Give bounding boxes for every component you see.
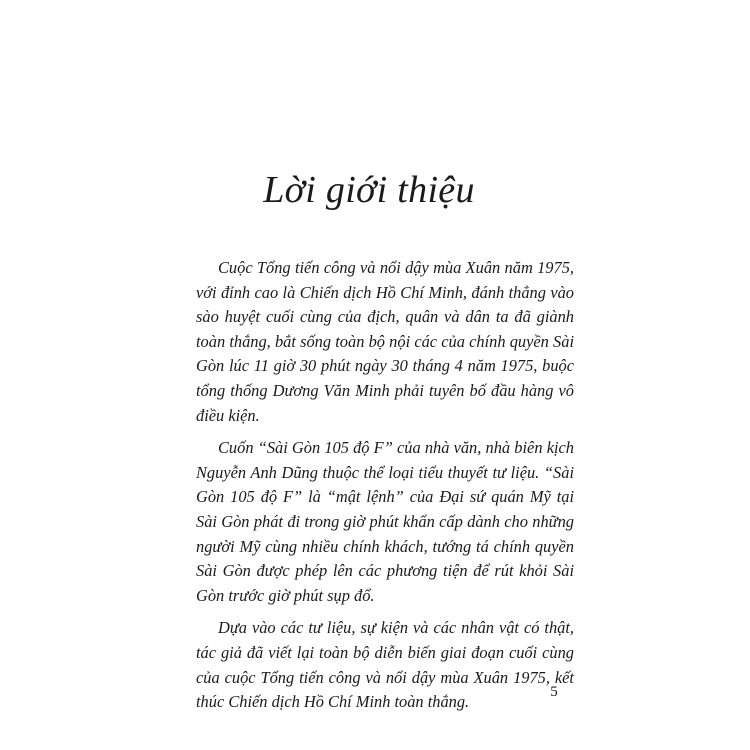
paragraph-1: Cuộc Tổng tiến công và nổi dậy mùa Xuân năm 1975, với đỉnh cao là Chiến dịch Hồ Chí Minh, đánh thẳng vào sào huyệt cuối cùng của địch, quân và dân ta đã giành toàn thắng, bắt sống toàn bộ nội các của chính quyền Sài Gòn lúc 11 giờ 30 phút ngày 30 tháng 4 năm 1975, buộc tổng thống Dương Văn Minh phải tuyên bố đầu hàng vô điều kiện. [196,258,574,425]
page-number: 5 [550,684,558,700]
body-text [196,256,574,723]
paragraph-3: Dựa vào các tư liệu, sự kiện và các nhân vật có thật, tác giả đã viết lại toàn bộ diễn biến giai đoạn cuối cùng của cuộc Tổng tiến công và nổi dậy mùa Xuân 1975, kết thúc Chiến dịch Hồ Chí Minh toàn thắng. [196,618,574,712]
paragraph-2: Cuốn “Sài Gòn 105 độ F” của nhà văn, nhà biên kịch Nguyễn Anh Dũng thuộc thể loại tiểu thuyết tư liệu. “Sài Gòn 105 độ F” là “mật lệnh” của Đại sứ quán Mỹ tại Sài Gòn phát đi trong giờ phút khẩn cấp dành cho những người Mỹ cùng nhiều chính khách, tướng tá chính quyền Sài Gòn được phép lên các phương tiện để rút khỏi Sài Gòn trước giờ phút sụp đổ. [196,438,574,605]
page-title: Lời giới thiệu [263,169,475,211]
